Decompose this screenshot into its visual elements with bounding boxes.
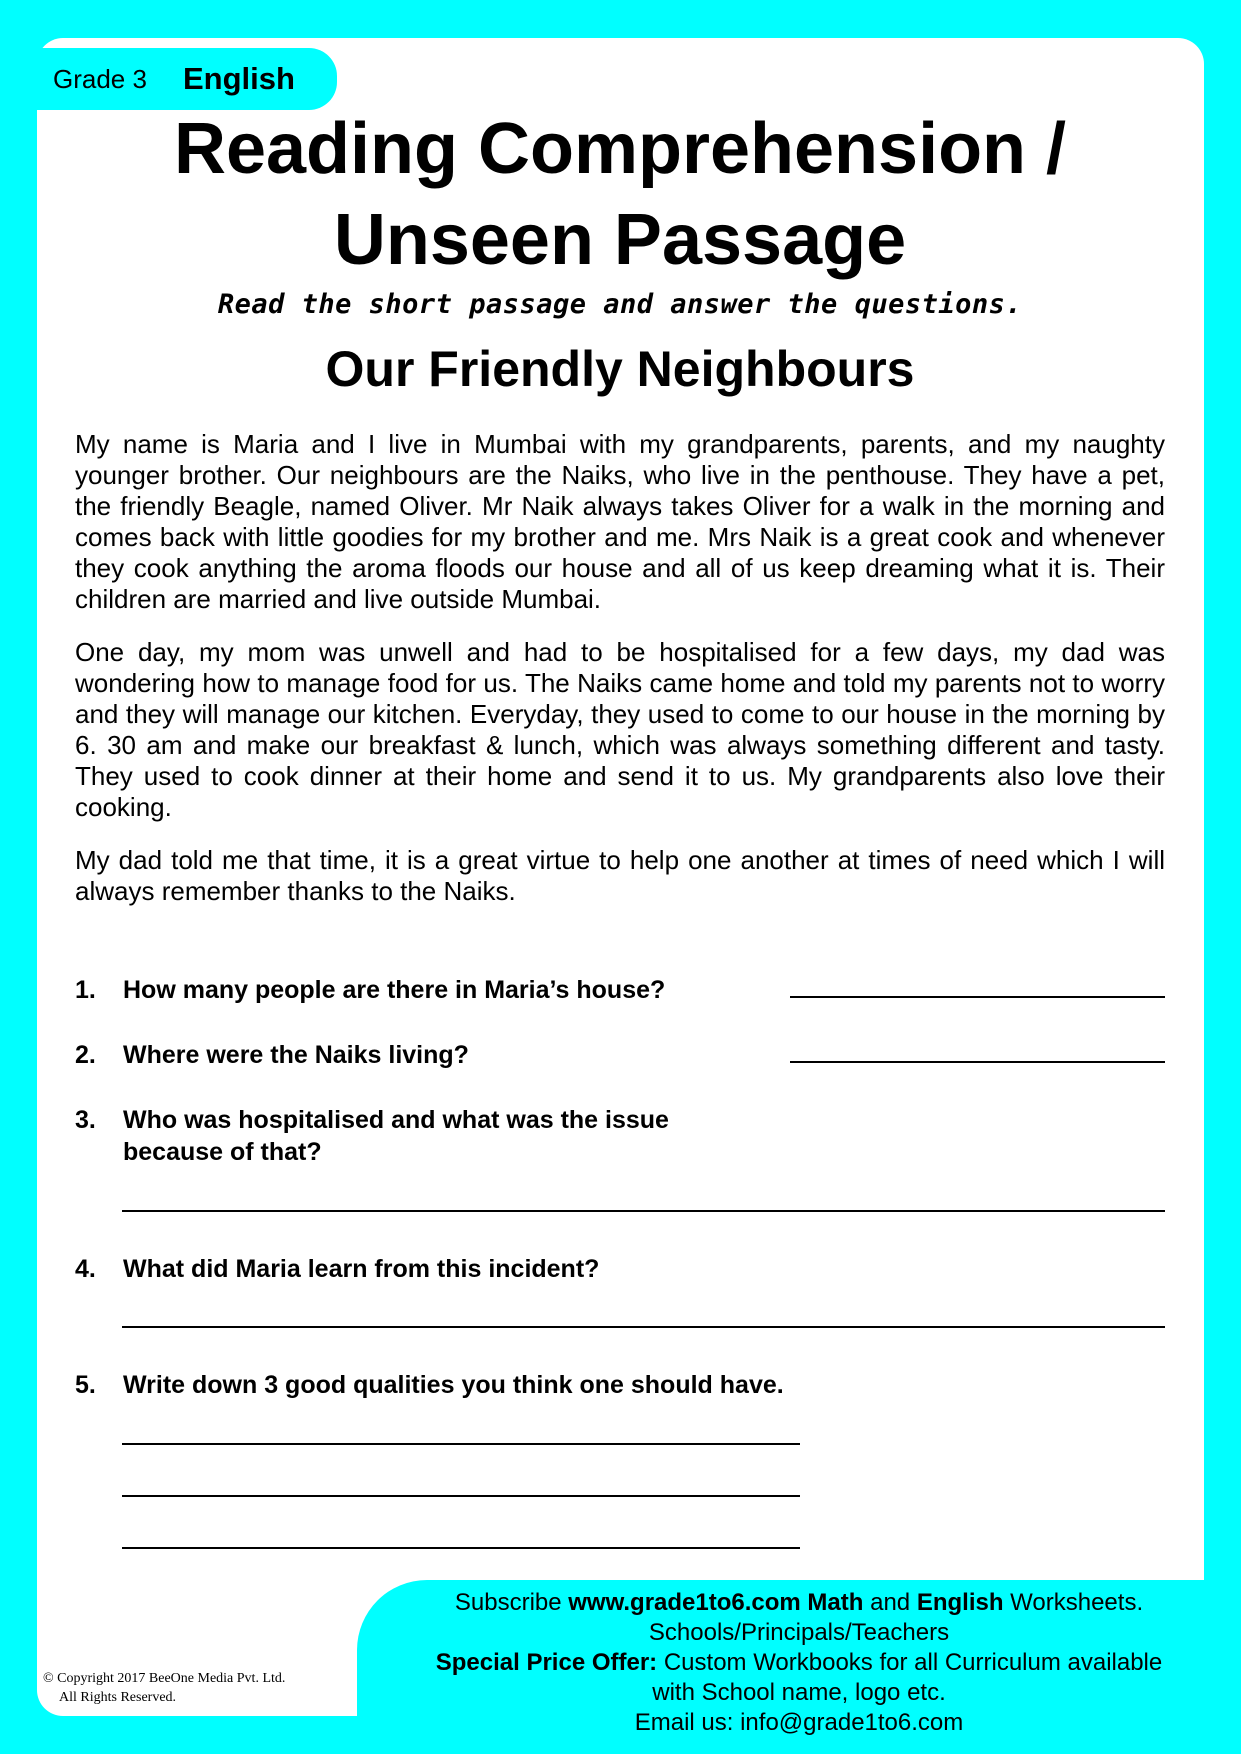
footer-subscribe-text: Subscribe xyxy=(454,1589,569,1616)
question-text: because of that? xyxy=(123,1138,322,1166)
title-line-2: Unseen Passage xyxy=(333,200,907,280)
answer-line-1[interactable] xyxy=(790,996,1165,998)
footer-offer-label: Special Price Offer: xyxy=(435,1649,658,1676)
footer-line-4: with School name, logo etc. xyxy=(652,1679,946,1706)
footer-line-2: Schools/Principals/Teachers xyxy=(648,1619,950,1646)
footer-email[interactable]: Email us: info@grade1to6.com xyxy=(634,1709,964,1736)
footer-website-link[interactable]: www.grade1to6.com Math xyxy=(568,1589,864,1616)
copyright-line-2: All Rights Reserved. xyxy=(59,1690,177,1705)
answer-line-3[interactable] xyxy=(122,1210,1165,1212)
question-text: What did Maria learn from this incident? xyxy=(123,1255,600,1283)
question-text: Where were the Naiks living? xyxy=(123,1041,469,1069)
answer-line-4[interactable] xyxy=(122,1326,1165,1328)
footer-and-text: and xyxy=(863,1589,917,1616)
title-line-1: Reading Comprehension / xyxy=(173,109,1067,189)
question-text: How many people are there in Maria’s house? xyxy=(123,976,666,1004)
question-number: 1. xyxy=(75,976,96,1004)
copyright-notice xyxy=(43,1669,285,1707)
grade-subject-tab xyxy=(37,48,337,110)
footer-english-text: English xyxy=(916,1589,1004,1616)
subject-label: English xyxy=(182,61,295,96)
worksheet-title xyxy=(60,104,1180,286)
passage-paragraph: One day, my mom was unwell and had to be hospitalised for a few days, my dad was wondering how to manage food for us. The Naiks came home and told my parents not to worry and they will manage our kitchen. Everyday, they used to come to our house in the morning by 6. 30 am and make our breakfast & lunch, which was always something different and tasty. They used to cook dinner at their home and send it to us. My grandparents also love their cooking. xyxy=(75,637,1165,822)
question-number: 5. xyxy=(75,1371,96,1399)
passage-paragraph: My dad told me that time, it is a great virtue to help one another at times of need which I will always remember thanks to the Naiks. xyxy=(75,845,1165,906)
answer-line-5c[interactable] xyxy=(122,1547,800,1549)
footer-line-1 xyxy=(372,1588,1226,1618)
answer-line-2[interactable] xyxy=(790,1061,1165,1063)
footer-text xyxy=(372,1588,1226,1738)
passage-paragraph: My name is Maria and I live in Mumbai with my grandparents, parents, and my naughty younger brother. Our neighbours are the Naiks, who live in the penthouse. They have a pet, the friendly Beagle, named Oliver. Mr Naik always takes Oliver for a walk in the morning and comes back with little goodies for my brother and me. Mrs Naik is a great cook and whenever they cook anything the aroma floods our house and all of us keep dreaming what it is. Their children are married and live outside Mumbai. xyxy=(75,429,1165,614)
passage xyxy=(75,429,1165,929)
answer-line-5b[interactable] xyxy=(122,1495,800,1497)
question-number: 4. xyxy=(75,1255,96,1283)
copyright-line-1: © Copyright 2017 BeeOne Media Pvt. Ltd. xyxy=(43,1671,286,1686)
question-number: 2. xyxy=(75,1041,96,1069)
question-text: Who was hospitalised and what was the issue xyxy=(123,1106,669,1134)
footer-line-3 xyxy=(372,1648,1226,1678)
footer-worksheets-text: Worksheets. xyxy=(1003,1589,1144,1616)
question-text: Write down 3 good qualities you think one should have. xyxy=(123,1371,784,1399)
answer-line-5a[interactable] xyxy=(122,1443,800,1445)
footer-offer-text: Custom Workbooks for all Curriculum available xyxy=(657,1649,1163,1676)
question-number: 3. xyxy=(75,1106,96,1134)
passage-title: Our Friendly Neighbours xyxy=(325,341,915,397)
grade-label: Grade 3 xyxy=(53,63,147,94)
instruction-text: Read the short passage and answer the questions. xyxy=(217,289,1023,320)
